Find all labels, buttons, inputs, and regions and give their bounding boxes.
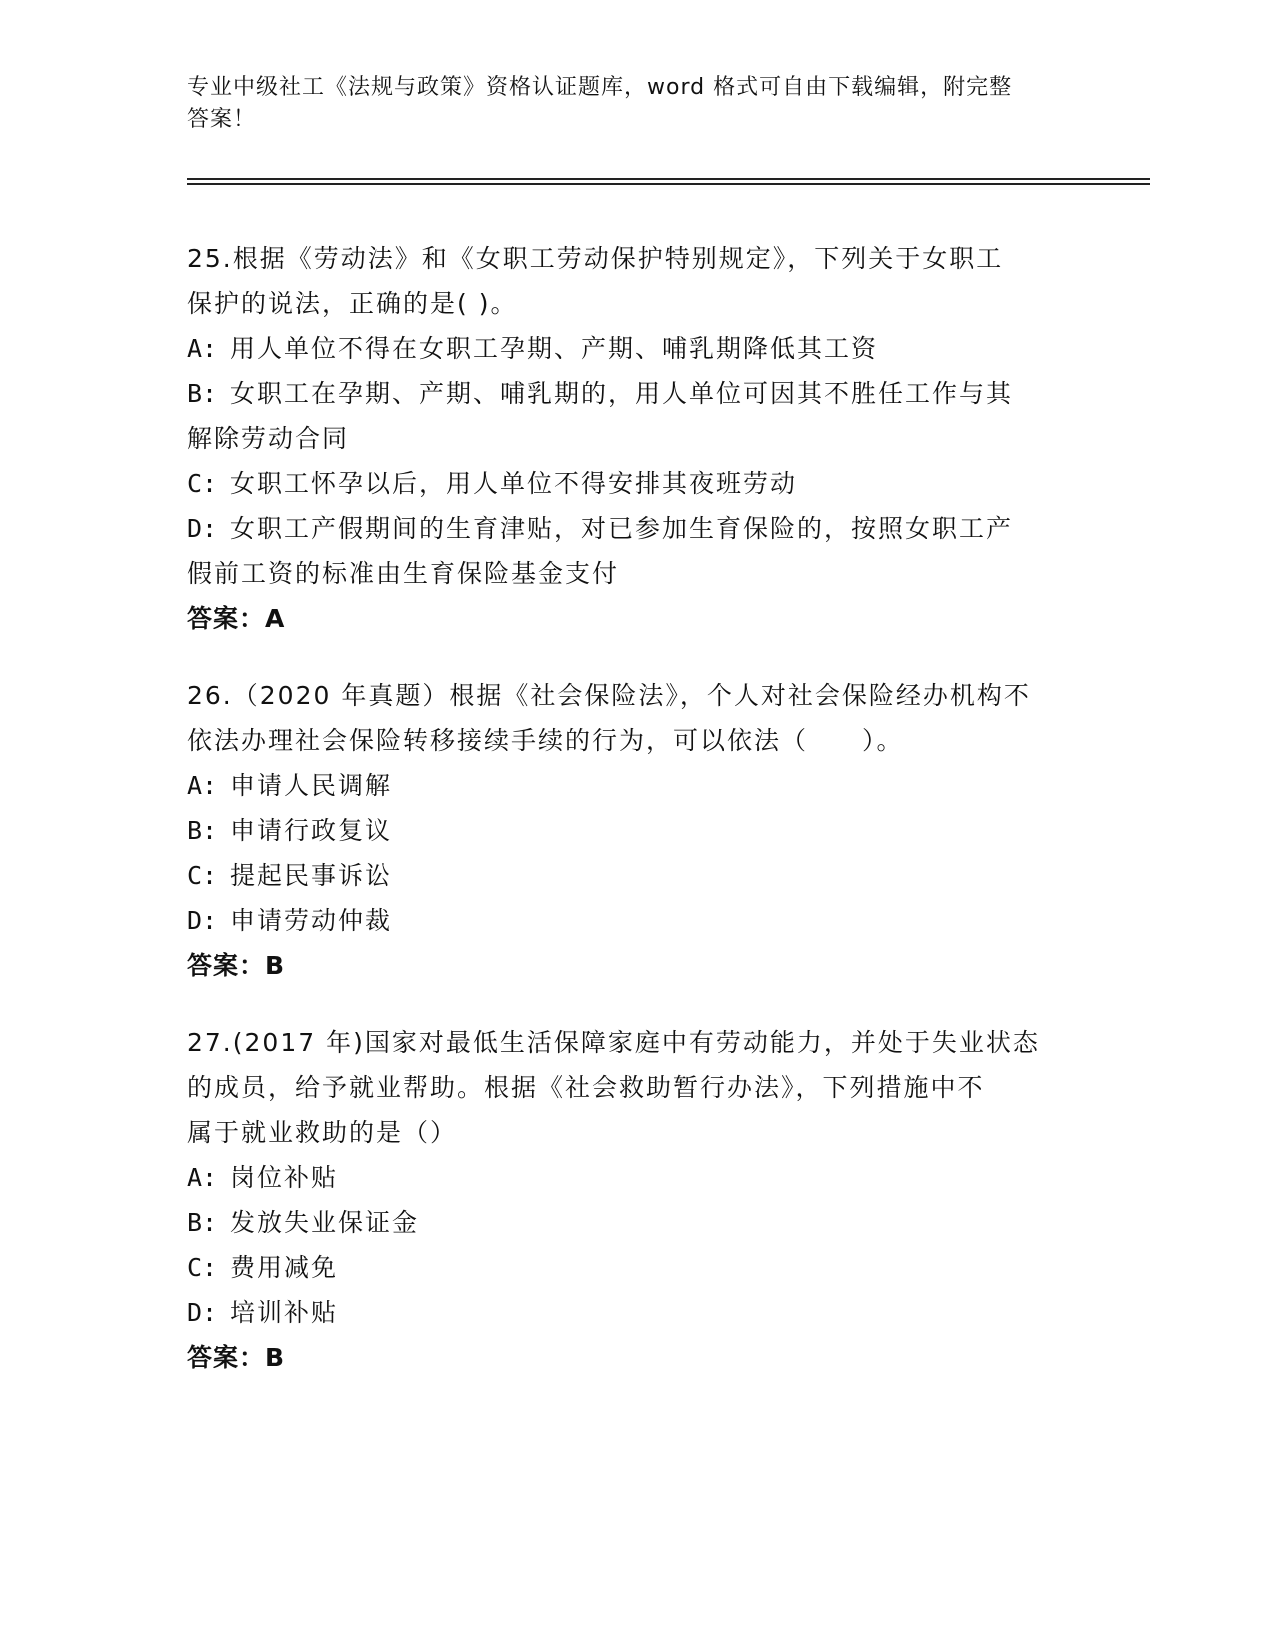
option-text: 申请行政复议 — [230, 816, 393, 845]
option-d-continued: 假前工资的标准由生育保险基金支付 — [187, 559, 620, 588]
option-text: 费用减免 — [230, 1253, 339, 1282]
answer-line: 答案：B — [187, 951, 286, 980]
question-text-line: 的成员，给予就业帮助。根据《社会救助暂行办法》，下列措施中不 — [187, 1073, 985, 1102]
question-26 — [187, 673, 1077, 988]
option-c — [187, 1245, 1077, 1290]
option-b — [187, 371, 1077, 416]
option-letter: C: — [187, 1253, 218, 1282]
question-text-line: 依法办理社会保险转移接续手续的行为，可以依法（ ）。 — [187, 726, 904, 755]
header-line-2: 答案！ — [187, 107, 257, 132]
option-text: 申请人民调解 — [230, 771, 393, 800]
option-text: 用人单位不得在女职工孕期、产期、哺乳期降低其工资 — [230, 334, 879, 363]
option-a — [187, 326, 1077, 371]
answer-line: 答案：B — [187, 1343, 286, 1372]
option-text: 女职工产假期间的生育津贴，对已参加生育保险的，按照女职工产 — [230, 514, 1014, 543]
option-c — [187, 853, 1077, 898]
question-list — [187, 236, 1077, 1412]
option-a — [187, 1155, 1077, 1200]
option-letter: D: — [187, 1298, 218, 1327]
header-divider-bottom — [187, 183, 1150, 185]
option-b-continued: 解除劳动合同 — [187, 424, 350, 453]
option-letter: B: — [187, 816, 218, 845]
option-letter: B: — [187, 379, 218, 408]
option-letter: C: — [187, 861, 218, 890]
question-text-line: 26.（2020 年真题）根据《社会保险法》，个人对社会保险经办机构不 — [187, 681, 1031, 710]
option-letter: A: — [187, 771, 218, 800]
question-text-line: 25.根据《劳动法》和《女职工劳动保护特别规定》，下列关于女职工 — [187, 244, 1004, 273]
option-text: 提起民事诉讼 — [230, 861, 393, 890]
option-letter: B: — [187, 1208, 218, 1237]
option-letter: A: — [187, 1163, 218, 1192]
option-b — [187, 808, 1077, 853]
question-25 — [187, 236, 1077, 641]
option-d — [187, 1290, 1077, 1335]
option-text: 岗位补贴 — [230, 1163, 339, 1192]
option-letter: D: — [187, 514, 218, 543]
header-line-1: 专业中级社工《法规与政策》资格认证题库，word 格式可自由下载编辑，附完整 — [187, 75, 1013, 100]
option-text: 女职工怀孕以后，用人单位不得安排其夜班劳动 — [230, 469, 798, 498]
option-letter: D: — [187, 906, 218, 935]
option-text: 女职工在孕期、产期、哺乳期的，用人单位可因其不胜任工作与其 — [230, 379, 1014, 408]
option-letter: A: — [187, 334, 218, 363]
option-d — [187, 898, 1077, 943]
option-b — [187, 1200, 1077, 1245]
question-text-line: 属于就业救助的是（） — [187, 1118, 458, 1147]
document-header — [187, 72, 1087, 136]
option-text: 发放失业保证金 — [230, 1208, 420, 1237]
option-text: 申请劳动仲裁 — [230, 906, 393, 935]
question-text-line: 27.(2017 年)国家对最低生活保障家庭中有劳动能力，并处于失业状态 — [187, 1028, 1040, 1057]
question-text-line: 保护的说法，正确的是( )。 — [187, 289, 518, 318]
header-divider-top — [187, 178, 1150, 180]
option-letter: C: — [187, 469, 218, 498]
answer-line: 答案：A — [187, 604, 286, 633]
option-d — [187, 506, 1077, 551]
option-a — [187, 763, 1077, 808]
option-c — [187, 461, 1077, 506]
question-27 — [187, 1020, 1077, 1380]
option-text: 培训补贴 — [230, 1298, 339, 1327]
